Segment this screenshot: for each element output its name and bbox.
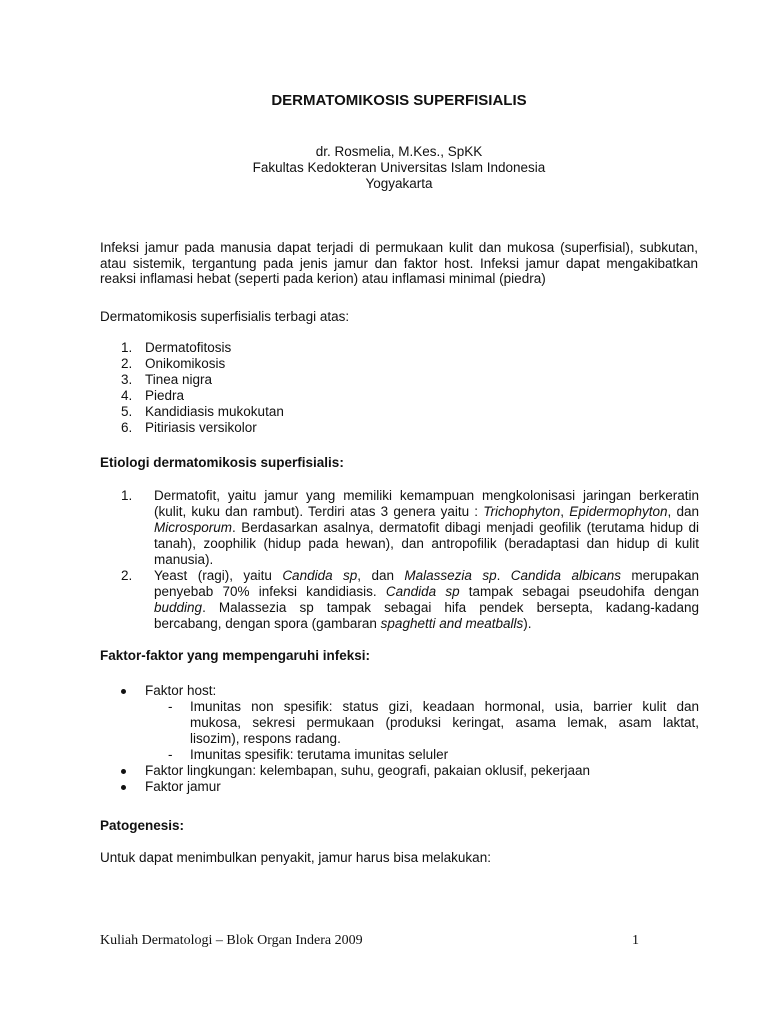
text-line: manusia). [154,552,214,567]
list-item [100,356,700,372]
intro-line: reaksi inflamasi hebat (seperti pada kerion) atau inflamasi minimal (piedra) [100,271,546,286]
intro-line: Infeksi jamur pada manusia dapat terjadi di permukaan kulit dan mukosa (superfisial), subkutan, [100,240,698,255]
text-line: bercabang, dengan spora (gambaran spaghetti and meatballs). [154,616,532,631]
etiologi-item-dermatofit [100,488,700,568]
author-city: Yogyakarta [365,176,433,191]
bullet-icon [121,689,126,694]
etiologi-list [100,488,700,632]
text-line: lisozim), respons radang. [190,731,341,746]
list-number: 1. [121,488,133,503]
bullet-icon [121,769,126,774]
list-number: 2. [121,356,133,371]
classification-list [100,340,700,436]
bullet-text: Faktor host: [145,683,217,698]
list-number: 6. [121,420,133,435]
list-item [100,420,700,436]
document-title: DERMATOMIKOSIS SUPERFISIALIS [271,92,527,109]
author-affiliation: Fakultas Kedokteran Universitas Islam Indonesia [252,160,546,175]
list-number: 4. [121,388,133,403]
list-text: Piedra [145,388,185,403]
text-line: Yeast (ragi), yaitu Candida sp, dan Malassezia sp. Candida albicans merupakan [154,568,699,583]
page-number: 1 [632,933,639,948]
faktor-list [100,683,700,795]
bullet-item [100,779,700,795]
patogenesis-text: Untuk dapat menimbulkan penyakit, jamur harus bisa melakukan: [100,850,491,865]
list-number: 3. [121,372,133,387]
list-text: Dermatofitosis [145,340,232,355]
bullet-item [100,683,700,699]
list-number: 1. [121,340,133,355]
sub-item [100,699,700,747]
bullet-text: Faktor lingkungan: kelembapan, suhu, geografi, pakaian oklusif, pekerjaan [145,763,591,778]
intro-line: atau sistemik, tergantung pada jenis jamur dan faktor host. Infeksi jamur dapat mengakibatkan [100,255,698,271]
text-line: budding. Malassezia sp tampak sebagai hifa pendek bersepta, kadang-kadang [154,600,699,615]
list-text: Pitiriasis versikolor [145,420,257,435]
bullet-item [100,763,700,779]
list-item [100,404,700,420]
bullet-text: Faktor jamur [145,779,221,794]
text-line: Imunitas spesifik: terutama imunitas seluler [190,747,449,762]
intro-paragraph [100,240,698,287]
list-number: 5. [121,404,133,419]
list-number: 2. [121,568,133,583]
list-item [100,388,700,404]
etiologi-heading: Etiologi dermatomikosis superfisialis: [100,455,344,470]
classification-lead: Dermatomikosis superfisialis terbagi atas: [100,309,350,324]
list-item [100,340,700,356]
dash-marker: - [168,747,173,762]
patogenesis-heading: Patogenesis: [100,818,185,833]
sub-item [100,747,700,763]
etiologi-item-yeast [100,568,700,632]
faktor-heading: Faktor-faktor yang mempengaruhi infeksi: [100,648,371,663]
list-item [100,372,700,388]
author-block [0,144,768,192]
author-name: dr. Rosmelia, M.Kes., SpKK [315,144,483,159]
bullet-icon [121,785,126,790]
text-line: mukosa, sekresi permukaan (produksi keringat, asama lemak, asam laktat, [190,715,699,730]
list-text: Kandidiasis mukokutan [145,404,284,419]
text-line: (kulit, kuku dan rambut). Terdiri atas 3 genera yaitu : Trichophyton, Epidermophyton, dan [154,504,699,519]
footer-text: Kuliah Dermatologi – Blok Organ Indera 2009 [100,933,363,948]
dash-marker: - [168,699,173,714]
text-line: Dermatofit, yaitu jamur yang memiliki kemampuan mengkolonisasi jaringan berkeratin [154,488,699,503]
text-line: tanah), zoophilik (hidup pada hewan), dan antropofilik (beradaptasi dan hidup di kulit [154,536,699,551]
list-text: Tinea nigra [145,372,213,387]
text-line: penyebab 70% infeksi kandidiasis. Candida sp tampak sebagai pseudohifa dengan [154,584,699,599]
list-text: Onikomikosis [145,356,226,371]
text-line: Microsporum. Berdasarkan asalnya, dermatofit dibagi menjadi geofilik (terutama hidup di [154,520,699,535]
text-line: Imunitas non spesifik: status gizi, keadaan hormonal, usia, barrier kulit dan [190,699,699,714]
